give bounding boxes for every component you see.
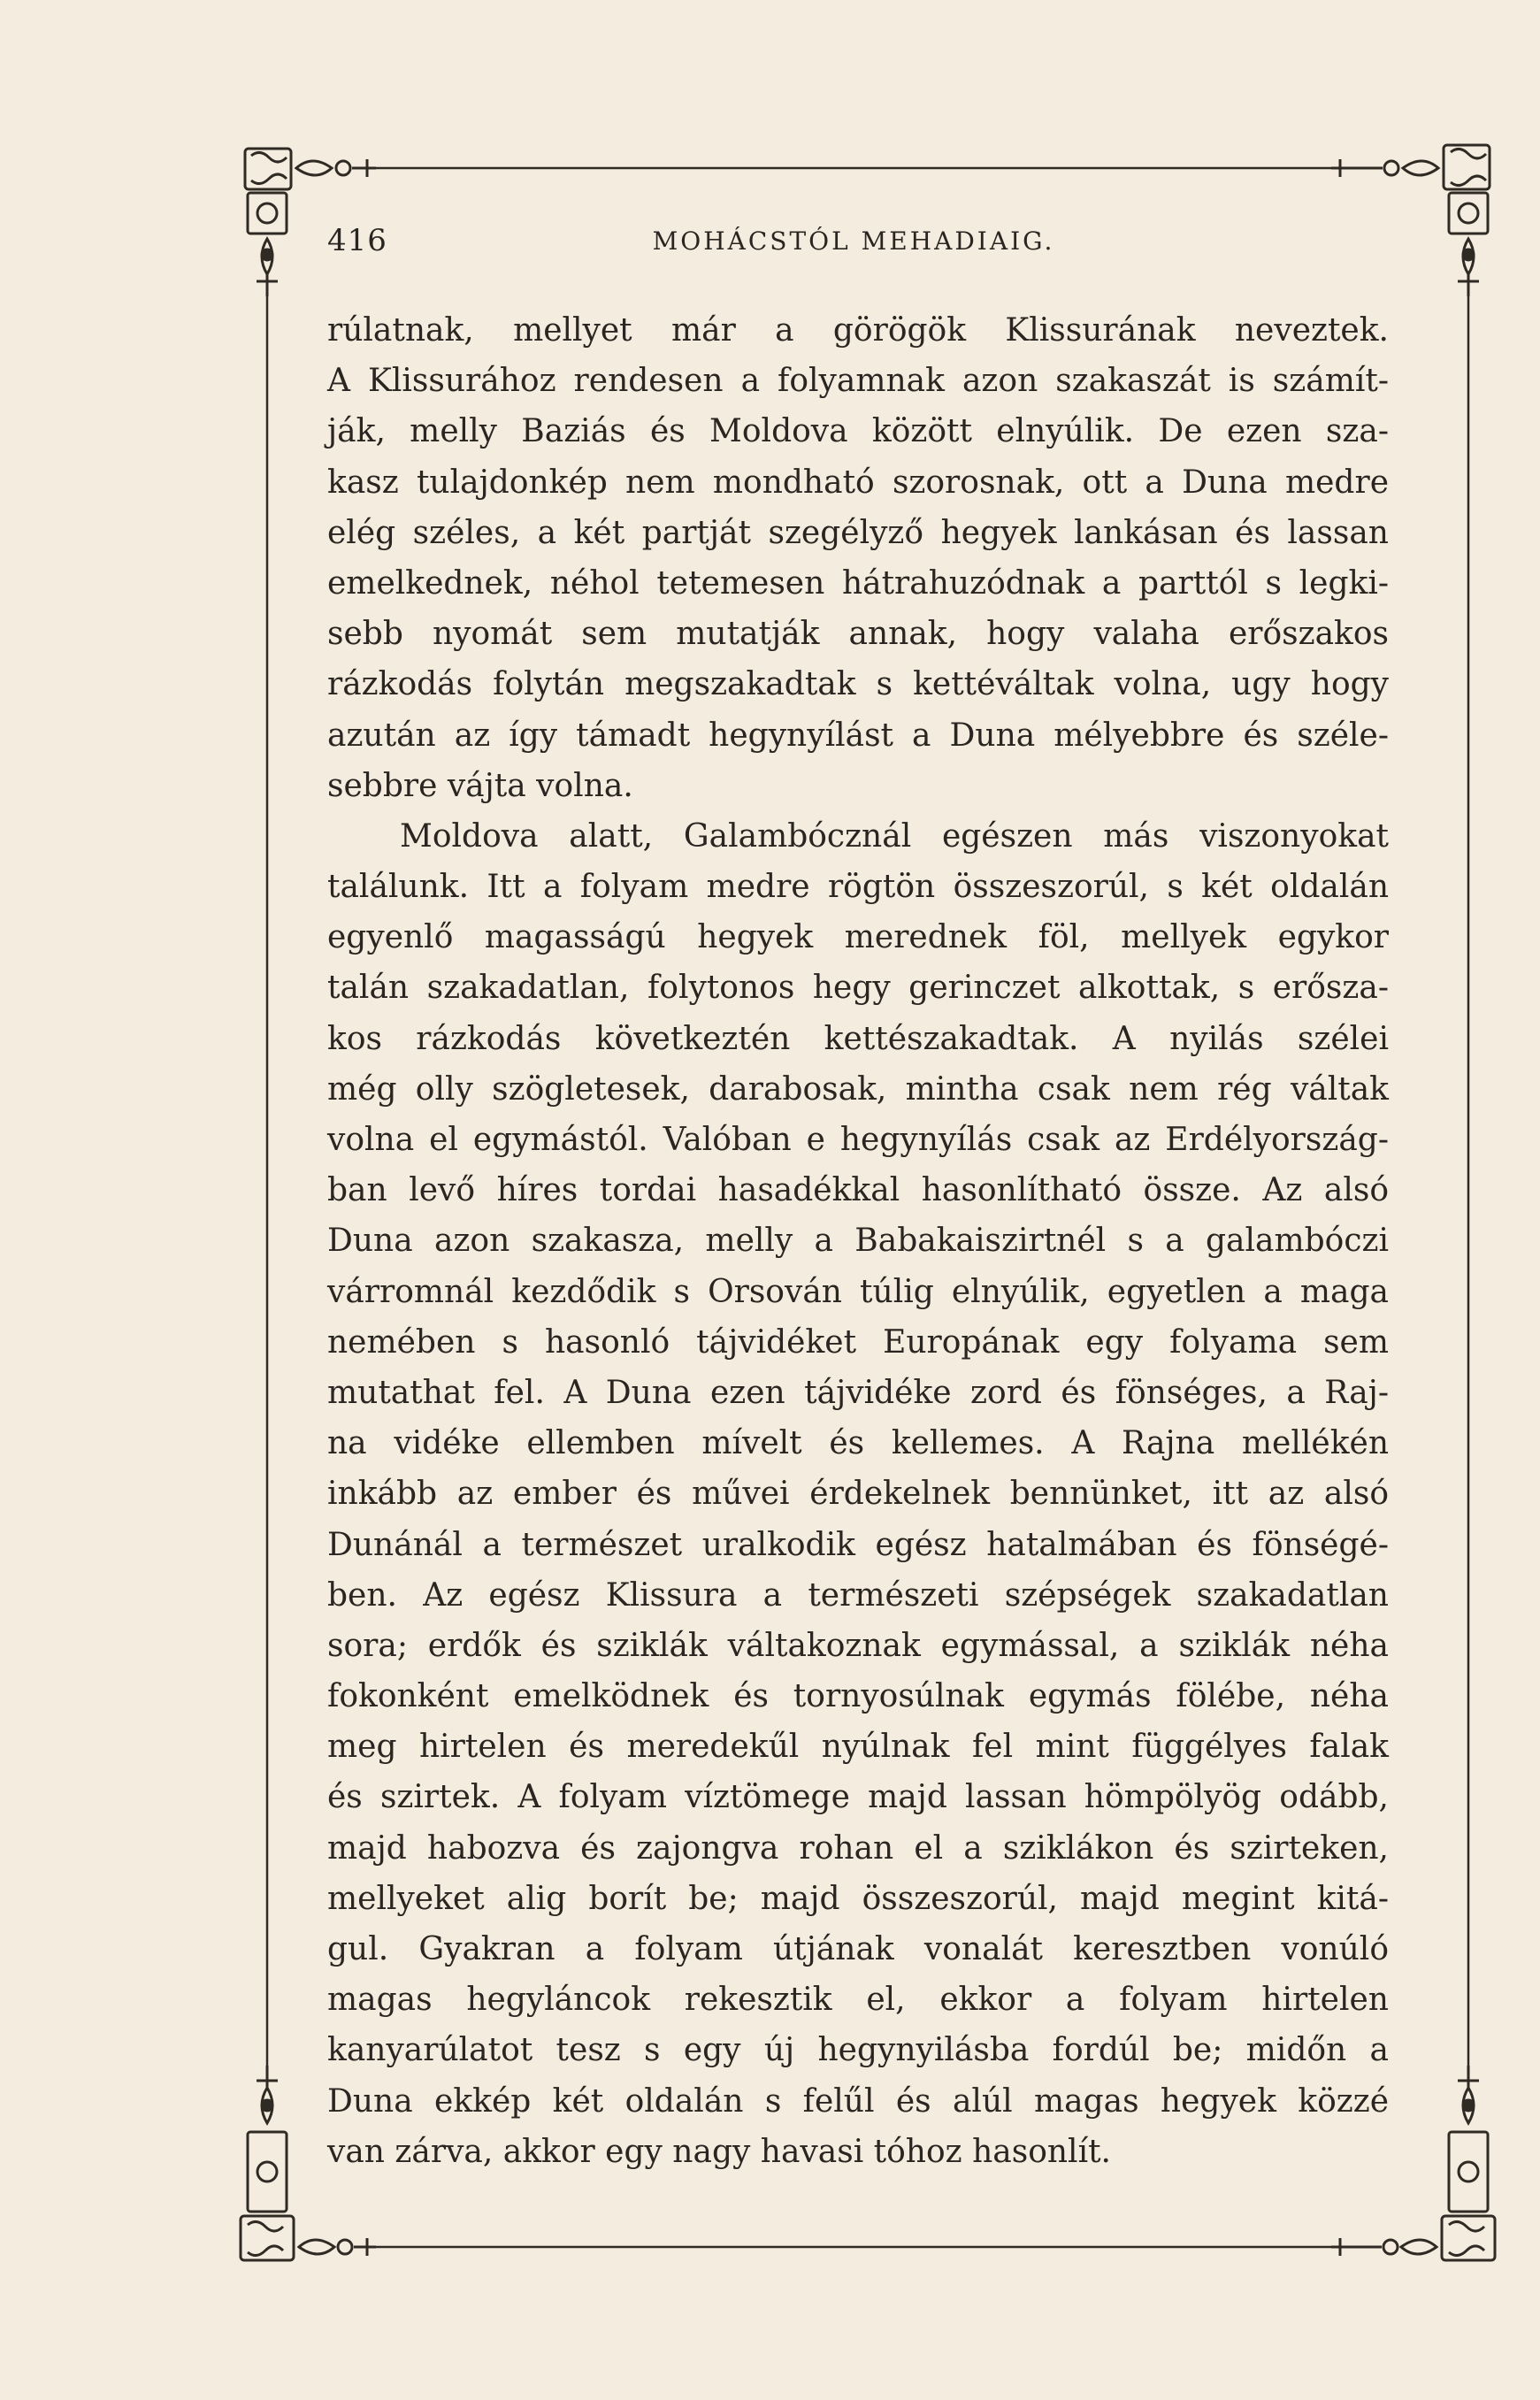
text-line: nemében s hasonló tájvidéket Europának egy folyama sem xyxy=(327,1323,1389,1361)
text-line: fokonként emelködnek és tornyosúlnak egymás fölébe, néha xyxy=(327,1678,1389,1715)
text-line: Moldova alatt, Galambócznál egészen más viszonyokat xyxy=(400,817,1389,855)
text-line: sora; erdők és sziklák váltakoznak egymással, a sziklák néha xyxy=(327,1627,1389,1664)
corner-ornament-top-right xyxy=(1331,145,1490,296)
text-line: na vidéke ellemben mívelt és kellemes. A Rajna mellékén xyxy=(327,1425,1389,1462)
text-line: rázkodás folytán megszakadtak s kettéváltak volna, ugy hogy xyxy=(327,666,1389,703)
text-line: volna el egymástól. Valóban e hegynyílás csak az Erdélyország- xyxy=(327,1122,1389,1158)
text-line: elég széles, a két partját szegélyző hegyek lankásan és lassan xyxy=(327,514,1389,551)
text-line: A Klissurához rendesen a folyamnak azon szakaszát is számít- xyxy=(327,363,1389,400)
text-line: még olly szögletesek, darabosak, mintha csak nem rég váltak xyxy=(327,1070,1389,1108)
text-line: ben. Az egész Klissura a természeti szépségek szakadatlan xyxy=(327,1576,1389,1614)
text-line: emelkednek, néhol tetemesen hátrahuzódnak a parttól s legki- xyxy=(327,564,1389,602)
text-line: sebb nyomát sem mutatják annak, hogy valaha erőszakos xyxy=(327,616,1389,653)
text-line: mutathat fel. A Duna ezen tájvidéke zord és fönséges, a Raj- xyxy=(327,1374,1389,1411)
running-title: MOHÁCSTÓL MEHADIAIG. xyxy=(652,226,1055,256)
text-line: és szirtek. A folyam víztömege majd lassan hömpölyög odább, xyxy=(327,1779,1389,1816)
text-line: talán szakadatlan, folytonos hegy gerinczet alkottak, s erősza- xyxy=(327,970,1389,1007)
text-line: mellyeket alig borít be; majd összeszorúl, majd megint kitá- xyxy=(327,1880,1389,1917)
text-line: magas hegyláncok rekesztik el, ekkor a folyam hirtelen xyxy=(327,1982,1389,2019)
body-text xyxy=(327,305,1389,2177)
page-number: 416 xyxy=(327,223,387,258)
text-line: kasz tulajdonkép nem mondható szorosnak, ott a Duna medre xyxy=(327,464,1389,501)
text-line: ban levő híres tordai hasadékkal hasonlítható össze. Az alsó xyxy=(327,1172,1389,1209)
text-line: rúlatnak, mellyet már a görögök Klissurának neveztek. xyxy=(327,312,1389,349)
text-line: sebbre vájta volna. xyxy=(327,767,633,804)
text-line: meg hirtelen és meredekűl nyúlnak fel mint függélyes falak xyxy=(327,1729,1389,1766)
text-line: van zárva, akkor egy nagy havasi tóhoz hasonlít. xyxy=(327,2133,1111,2170)
text-line: ják, melly Baziás és Moldova között elnyúlik. De ezen sza- xyxy=(327,413,1389,450)
text-line: Duna azon szakasza, melly a Babakaiszirtnél s a galambóczi xyxy=(327,1223,1389,1260)
text-line: egyenlő magasságú hegyek merednek föl, mellyek egykor xyxy=(327,919,1389,956)
text-line: gul. Gyakran a folyam útjának vonalát keresztben vonúló xyxy=(327,1931,1389,1967)
running-head xyxy=(327,223,1380,267)
text-line: kos rázkodás következtén kettészakadtak. A nyilás szélei xyxy=(327,1020,1389,1057)
text-line: azután az így támadt hegynyílást a Duna mélyebbre és széle- xyxy=(327,717,1389,754)
text-line: inkább az ember és művei érdekelnek bennünket, itt az alsó xyxy=(327,1476,1389,1513)
text-line: Dunánál a természet uralkodik egész hatalmában és fönségé- xyxy=(327,1526,1389,1563)
text-line: majd habozva és zajongva rohan el a sziklákon és szirteken, xyxy=(327,1829,1389,1867)
text-line: várromnál kezdődik s Orsován túlig elnyúlik, egyetlen a maga xyxy=(327,1273,1389,1310)
text-line: találunk. Itt a folyam medre rögtön összeszorúl, s két oldalán xyxy=(327,869,1389,906)
text-line: Duna ekkép két oldalán s felűl és alúl magas hegyek közzé xyxy=(327,2082,1389,2120)
text-line: kanyarúlatot tesz s egy új hegynyilásba fordúl be; midőn a xyxy=(327,2032,1389,2069)
